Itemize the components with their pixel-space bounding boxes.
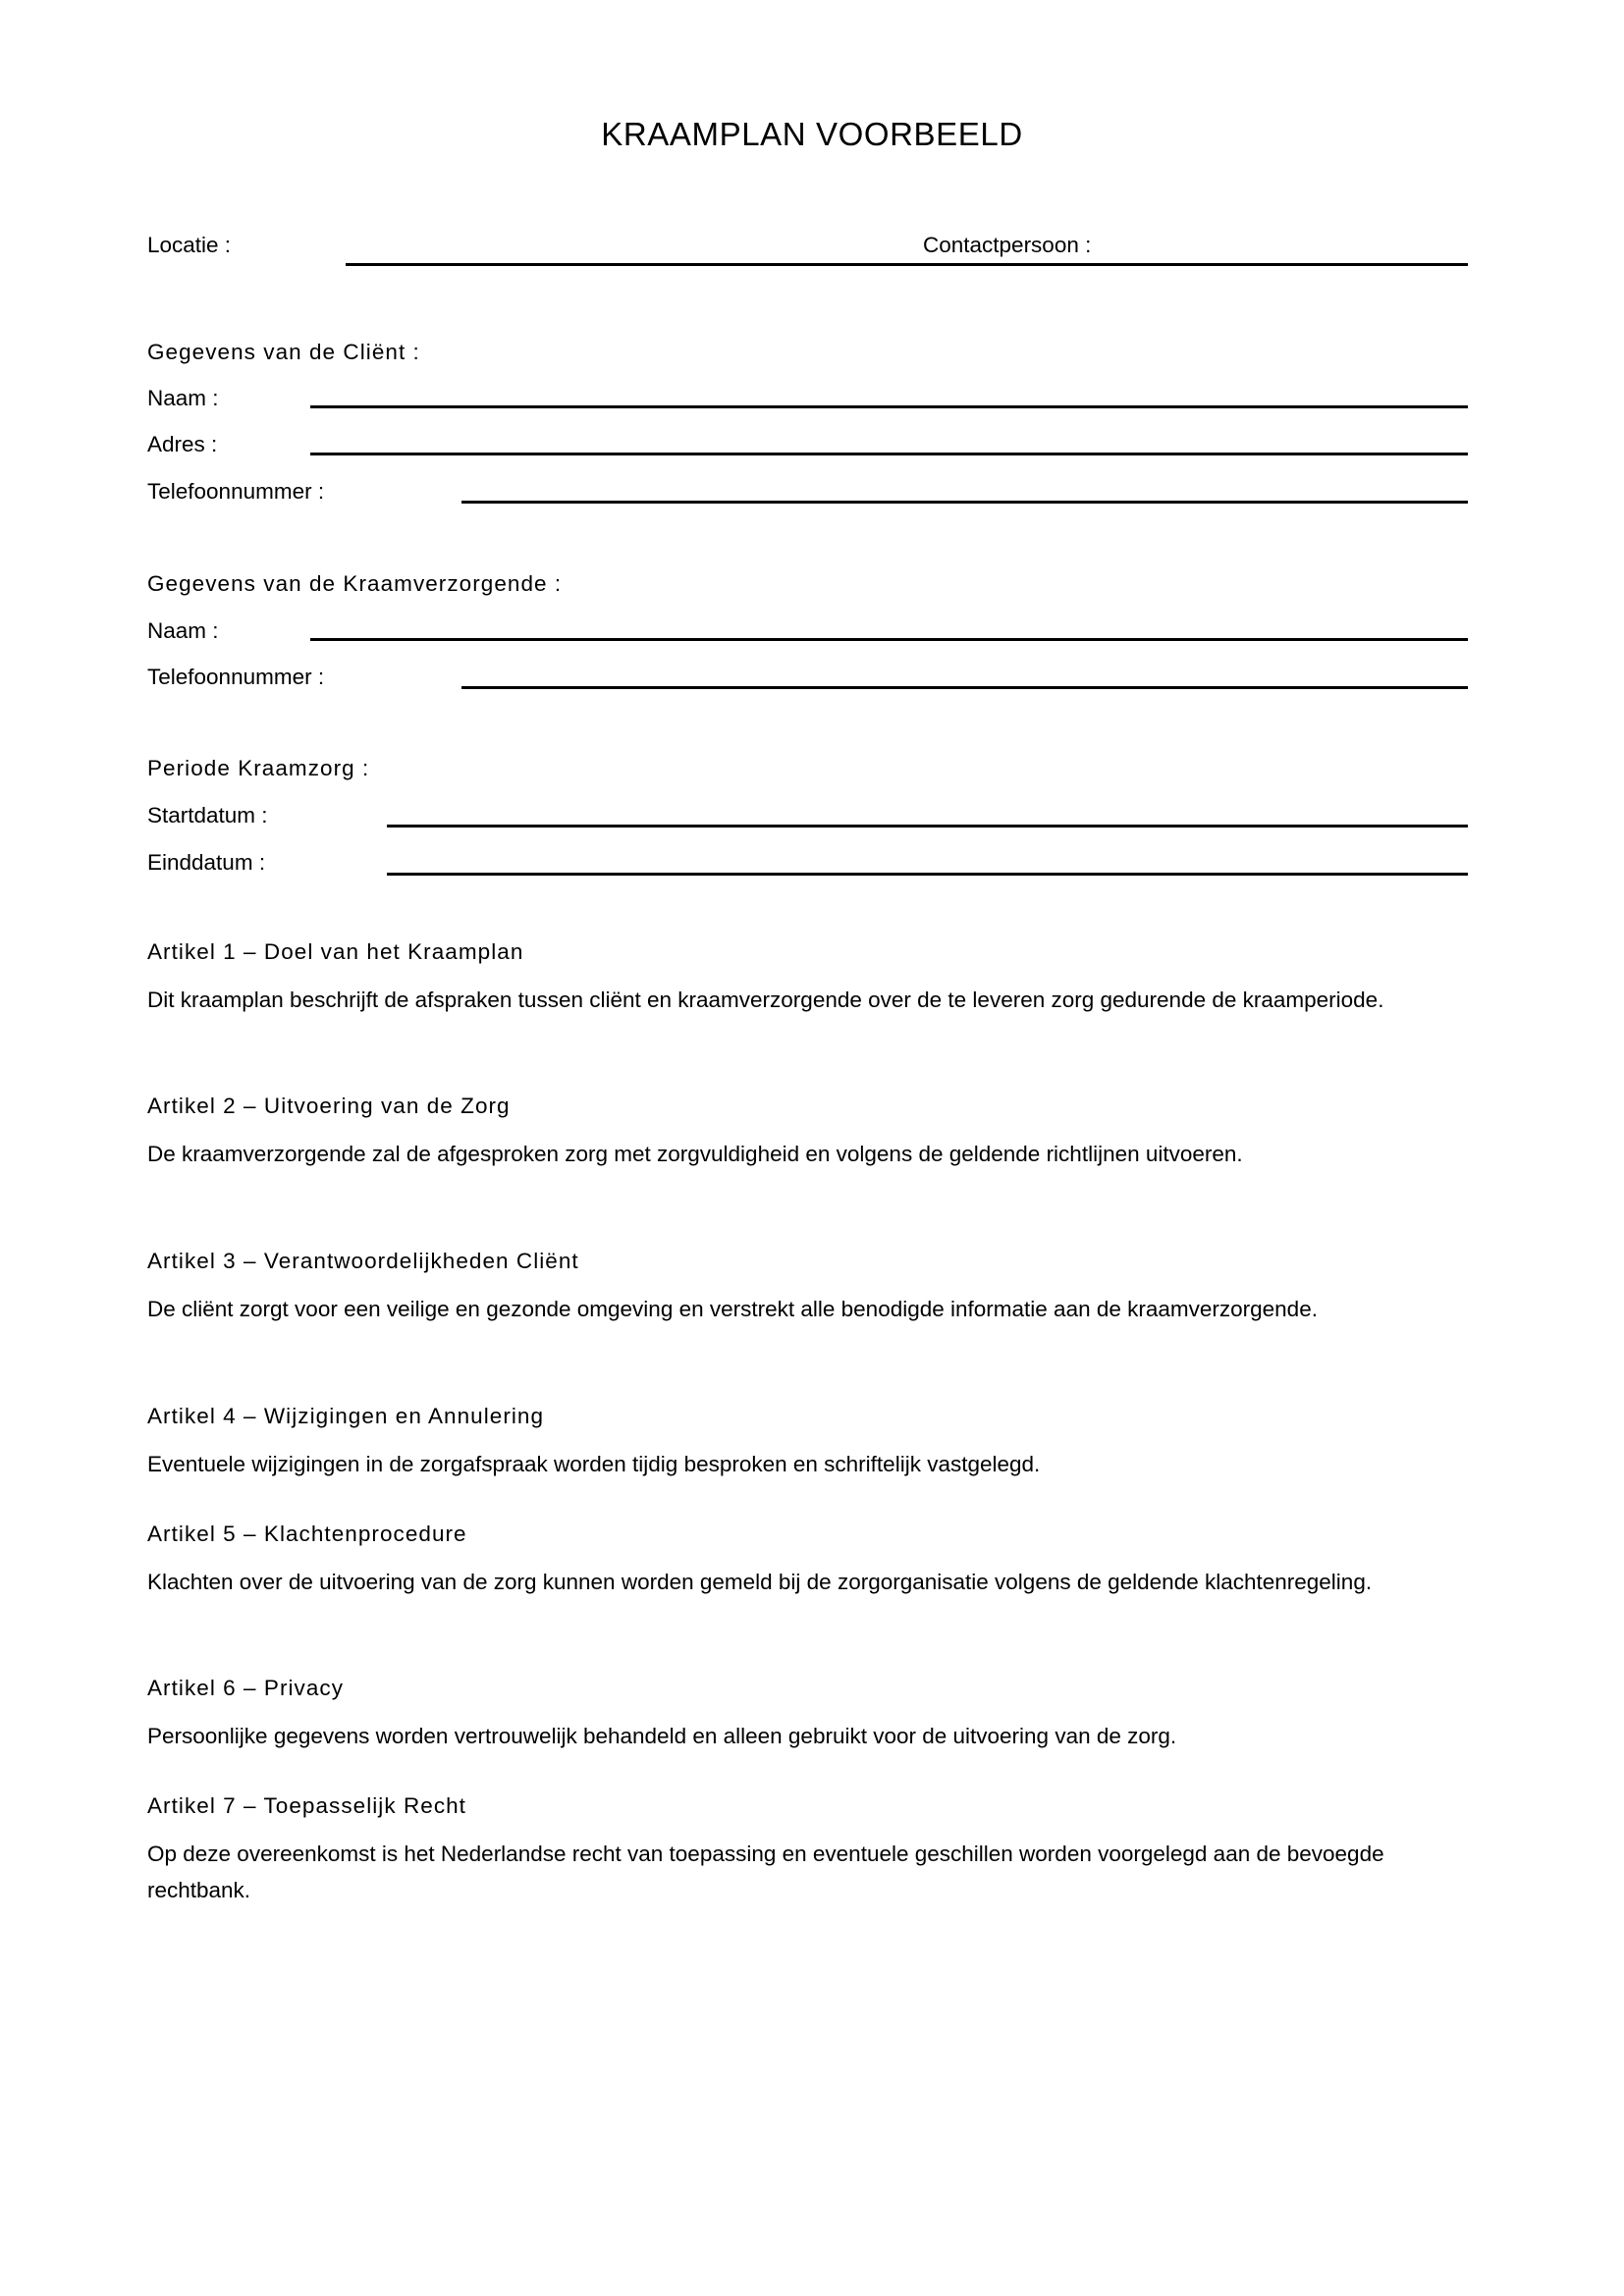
field-input-kraamverzorgende-naam[interactable]: [310, 638, 1468, 641]
field-input-client-telefoonnummer[interactable]: [461, 501, 1468, 504]
article-heading-5: Artikel 5 – Klachtenprocedure: [147, 1522, 467, 1546]
article-heading-4: Artikel 4 – Wijzigingen en Annulering: [147, 1404, 545, 1428]
field-label-einddatum: Einddatum :: [147, 850, 266, 875]
field-label-kraamverzorgende-naam: Naam :: [147, 618, 219, 643]
field-input-einddatum[interactable]: [387, 873, 1468, 876]
article-heading-3: Artikel 3 – Verantwoordelijkheden Cliënt: [147, 1249, 579, 1273]
article-heading-2: Artikel 2 – Uitvoering van de Zorg: [147, 1094, 511, 1118]
section-heading-client: Gegevens van de Cliënt :: [147, 340, 420, 364]
field-label-locatie: Locatie :: [147, 233, 232, 257]
article-body-2: De kraamverzorgende zal de afgesproken zorg met zorgvuldigheid en volgens de geldende richtlijnen uitvoeren.: [147, 1142, 1243, 1166]
article-heading-1: Artikel 1 – Doel van het Kraamplan: [147, 939, 524, 964]
field-label-contactpersoon: Contactpersoon :: [923, 233, 1092, 257]
field-input-kraamverzorgende-telefoonnummer[interactable]: [461, 686, 1468, 689]
article-heading-6: Artikel 6 – Privacy: [147, 1676, 345, 1700]
article-body-1: Dit kraamplan beschrijft de afspraken tussen cliënt en kraamverzorgende over de te leveren zorg gedurende de kraamperiode.: [147, 988, 1384, 1012]
field-input-client-naam[interactable]: [310, 405, 1468, 408]
field-label-kraamverzorgende-telefoonnummer: Telefoonnummer :: [147, 665, 325, 689]
field-input-client-adres[interactable]: [310, 453, 1468, 455]
article-body-6: Persoonlijke gegevens worden vertrouwelijk behandeld en alleen gebruikt voor de uitvoering van de zorg.: [147, 1724, 1177, 1748]
field-label-client-naam: Naam :: [147, 386, 219, 410]
article-heading-7: Artikel 7 – Toepasselijk Recht: [147, 1793, 466, 1818]
article-body-5: Klachten over de uitvoering van de zorg kunnen worden gemeld bij de zorgorganisatie volgens de geldende klachtenregeling.: [147, 1570, 1373, 1594]
article-body-7: Op deze overeenkomst is het Nederlandse recht van toepassing en eventuele geschillen worden voorgelegd aan de bevoegde rechtbank.: [147, 1842, 1384, 1902]
section-heading-kraamverzorgende: Gegevens van de Kraamverzorgende :: [147, 571, 563, 596]
article-body-4: Eventuele wijzigingen in de zorgafspraak worden tijdig besproken en schriftelijk vastgelegd.: [147, 1452, 1041, 1476]
field-input-locatie-contactpersoon[interactable]: [346, 263, 1468, 266]
article-body-3: De cliënt zorgt voor een veilige en gezonde omgeving en verstrekt alle benodigde informatie aan de kraamverzorgende.: [147, 1297, 1318, 1321]
field-label-client-telefoonnummer: Telefoonnummer :: [147, 479, 325, 504]
field-label-startdatum: Startdatum :: [147, 803, 268, 828]
field-label-client-adres: Adres :: [147, 432, 218, 456]
field-input-startdatum[interactable]: [387, 825, 1468, 828]
page-title: KRAAMPLAN VOORBEELD: [601, 116, 1023, 152]
section-heading-periode-kraamzorg: Periode Kraamzorg :: [147, 756, 370, 780]
